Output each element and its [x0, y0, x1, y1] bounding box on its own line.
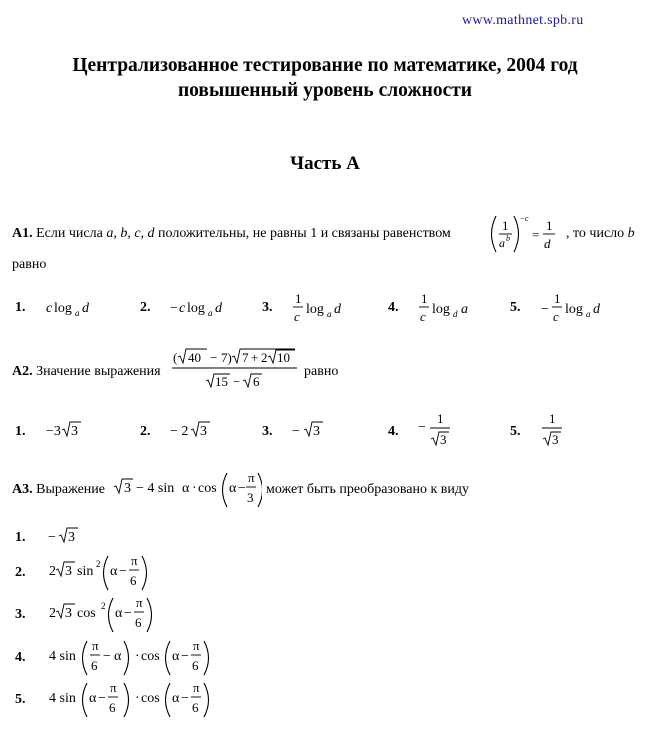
- svg-text:4 sin: 4 sin: [49, 649, 76, 664]
- a3-option-4-formula: [46, 635, 216, 681]
- svg-text:3: 3: [124, 481, 131, 496]
- svg-text:3: 3: [247, 490, 254, 505]
- svg-text:α: α: [115, 606, 123, 621]
- a1-text-mid: положительны, не равны 1 и связаны равенством: [158, 226, 451, 241]
- svg-text:α: α: [110, 564, 118, 579]
- svg-text:− 2: − 2: [170, 424, 189, 439]
- a3-label: A3.: [12, 482, 33, 497]
- a1-option-5-formula: [540, 290, 610, 330]
- a1-option-5-number[interactable]: 5.: [510, 300, 521, 315]
- svg-text:−3: −3: [46, 424, 61, 439]
- a3-option-2-number[interactable]: 2.: [15, 565, 26, 580]
- a1-text-end: равно: [12, 257, 47, 272]
- svg-text:a: a: [586, 309, 591, 319]
- svg-text:1: 1: [502, 218, 509, 233]
- svg-text:3: 3: [200, 424, 207, 439]
- a3-option-5-formula: [46, 677, 216, 723]
- a2-option-3-number[interactable]: 3.: [262, 424, 273, 439]
- svg-text:π: π: [110, 680, 117, 695]
- part-heading: Часть А: [290, 153, 360, 174]
- svg-text:15: 15: [215, 374, 228, 389]
- svg-text:a: a: [327, 309, 332, 319]
- svg-text:3: 3: [71, 424, 78, 439]
- a3-option-2-formula: [46, 550, 166, 596]
- svg-text:2: 2: [49, 606, 56, 621]
- svg-text:−: −: [238, 481, 246, 496]
- svg-text:α: α: [172, 691, 180, 706]
- svg-text:·: ·: [135, 649, 140, 664]
- svg-text:a: a: [461, 302, 468, 317]
- svg-text:π: π: [131, 553, 138, 568]
- svg-text:α: α: [172, 649, 180, 664]
- svg-text:·: ·: [135, 691, 140, 706]
- svg-text:−: −: [292, 424, 300, 439]
- svg-text:2: 2: [49, 564, 56, 579]
- a3-question-line: [12, 482, 105, 498]
- svg-text:α: α: [229, 481, 237, 496]
- svg-text:cos: cos: [141, 691, 160, 706]
- svg-text:3: 3: [65, 564, 72, 579]
- svg-text:1: 1: [295, 291, 302, 306]
- svg-text:·: ·: [192, 481, 197, 496]
- a2-option-4-formula: [416, 410, 456, 450]
- svg-text:2: 2: [101, 601, 106, 611]
- svg-text:6: 6: [91, 658, 98, 673]
- a1-question-line: [12, 226, 451, 242]
- a1-option-3-number[interactable]: 3.: [262, 300, 273, 315]
- a2-label: A2.: [12, 364, 33, 379]
- a1-equation: [486, 213, 570, 257]
- svg-text:7: 7: [242, 350, 249, 365]
- source-url[interactable]: www.mathnet.spb.ru: [462, 13, 584, 28]
- a1-var-b: b: [627, 226, 635, 241]
- svg-text:− 4 sin: − 4 sin: [136, 481, 175, 496]
- a2-option-1-formula: [44, 418, 94, 442]
- svg-text:3: 3: [440, 432, 447, 447]
- a1-option-1-number[interactable]: 1.: [15, 300, 26, 315]
- svg-text:cos: cos: [198, 481, 217, 496]
- svg-text:α: α: [182, 481, 190, 496]
- svg-text:a: a: [208, 308, 213, 318]
- svg-text:2: 2: [96, 559, 101, 569]
- svg-text:d: d: [453, 309, 458, 319]
- svg-text:−: −: [48, 530, 56, 545]
- svg-text:cos: cos: [77, 606, 96, 621]
- svg-text:−: −: [181, 691, 189, 706]
- a2-option-5-formula: [540, 410, 570, 450]
- svg-text:c: c: [420, 309, 426, 324]
- svg-text:40: 40: [188, 350, 201, 365]
- svg-text:−: −: [210, 350, 218, 365]
- svg-text:log: log: [432, 302, 450, 317]
- svg-text:1: 1: [549, 411, 556, 426]
- svg-text:−: −: [103, 649, 111, 664]
- a1-option-2-formula: [168, 296, 238, 320]
- svg-text:6: 6: [109, 700, 116, 715]
- svg-text:α: α: [89, 691, 97, 706]
- svg-text:−: −: [98, 691, 106, 706]
- svg-text:sin: sin: [77, 564, 94, 579]
- svg-text:+: +: [251, 350, 259, 365]
- svg-text:−: −: [124, 606, 132, 621]
- svg-text:3: 3: [68, 530, 75, 545]
- svg-text:π: π: [193, 638, 200, 653]
- a1-text-after: , то число: [566, 226, 625, 241]
- a1-option-2-number[interactable]: 2.: [140, 300, 151, 315]
- svg-text:α: α: [114, 649, 122, 664]
- a1-question-end: [566, 226, 635, 242]
- a1-option-1-formula: [44, 296, 104, 320]
- svg-text:a: a: [499, 236, 505, 250]
- a3-option-4-number[interactable]: 4.: [15, 650, 26, 665]
- a3-option-1-formula: [46, 524, 86, 548]
- svg-text:6: 6: [130, 573, 137, 588]
- svg-text:3: 3: [552, 432, 559, 447]
- svg-text:−: −: [170, 301, 178, 316]
- a1-option-4-formula: [416, 290, 476, 330]
- a3-option-3-number[interactable]: 3.: [15, 607, 26, 622]
- svg-text:c: c: [553, 309, 559, 324]
- svg-text:6: 6: [192, 658, 199, 673]
- a3-option-1-number[interactable]: 1.: [15, 530, 26, 545]
- a3-option-5-number[interactable]: 5.: [15, 692, 26, 707]
- svg-text:3: 3: [313, 424, 320, 439]
- svg-text:6: 6: [135, 615, 142, 630]
- svg-text:log: log: [54, 301, 72, 316]
- svg-text:π: π: [248, 470, 255, 485]
- svg-text:−: −: [418, 420, 426, 435]
- svg-text:π: π: [92, 638, 99, 653]
- a1-option-3-formula: [290, 290, 350, 330]
- svg-text:6: 6: [253, 374, 260, 389]
- svg-text:c: c: [294, 309, 300, 324]
- a1-text-before: Если числа: [36, 226, 103, 241]
- svg-text:π: π: [193, 680, 200, 695]
- svg-text:d: d: [544, 236, 551, 251]
- a3-option-3-formula: [46, 592, 166, 638]
- a2-option-2-number[interactable]: 2.: [140, 424, 151, 439]
- page-subtitle: повышенный уровень сложности: [177, 80, 473, 101]
- a2-option-4-number[interactable]: 4.: [388, 424, 399, 439]
- svg-text:−: −: [119, 564, 127, 579]
- svg-text:1: 1: [437, 411, 444, 426]
- svg-text:a: a: [75, 308, 80, 318]
- a2-text-before: Значение выражения: [36, 364, 161, 379]
- svg-text:1: 1: [421, 291, 428, 306]
- svg-text:4 sin: 4 sin: [49, 691, 76, 706]
- svg-text:d: d: [334, 302, 341, 317]
- a3-text-before: Выражение: [36, 482, 105, 497]
- svg-text:10: 10: [277, 350, 290, 365]
- svg-text:c: c: [179, 301, 186, 316]
- a1-option-4-number[interactable]: 4.: [388, 300, 399, 315]
- a2-option-2-formula: [168, 418, 218, 442]
- svg-text:d: d: [82, 301, 89, 316]
- a2-option-1-number[interactable]: 1.: [15, 424, 26, 439]
- svg-text:log: log: [187, 301, 205, 316]
- svg-text:6: 6: [192, 700, 199, 715]
- svg-text:−: −: [233, 374, 241, 389]
- a2-text-after: равно: [304, 364, 339, 379]
- a3-expression: [112, 467, 262, 513]
- svg-text:c: c: [46, 301, 53, 316]
- svg-text:2: 2: [261, 350, 268, 365]
- svg-text:π: π: [136, 595, 143, 610]
- a3-text-after: может быть преобразовано к виду: [266, 482, 470, 497]
- svg-text:d: d: [593, 302, 600, 317]
- svg-text:1: 1: [546, 218, 553, 233]
- a1-vars: a, b, c, d: [106, 226, 155, 241]
- svg-text:3: 3: [65, 606, 72, 621]
- svg-text:=: =: [532, 227, 540, 242]
- svg-text:cos: cos: [141, 649, 160, 664]
- page-title: Централизованное тестирование по математике, 2004 год: [72, 55, 578, 76]
- a1-label: A1.: [12, 226, 33, 241]
- svg-text:7): 7): [221, 350, 232, 365]
- a2-question-line: [12, 364, 161, 380]
- a2-option-3-formula: [290, 418, 330, 442]
- a2-expression: [170, 346, 300, 394]
- svg-text:−: −: [541, 302, 549, 317]
- svg-text:−: −: [520, 214, 525, 223]
- svg-text:log: log: [565, 302, 583, 317]
- svg-text:(: (: [173, 350, 178, 365]
- svg-text:−: −: [181, 649, 189, 664]
- a2-option-5-number[interactable]: 5.: [510, 424, 521, 439]
- svg-text:b: b: [506, 234, 510, 243]
- svg-text:d: d: [215, 301, 222, 316]
- svg-text:log: log: [306, 302, 324, 317]
- svg-text:1: 1: [554, 291, 561, 306]
- svg-text:c: c: [525, 214, 529, 223]
